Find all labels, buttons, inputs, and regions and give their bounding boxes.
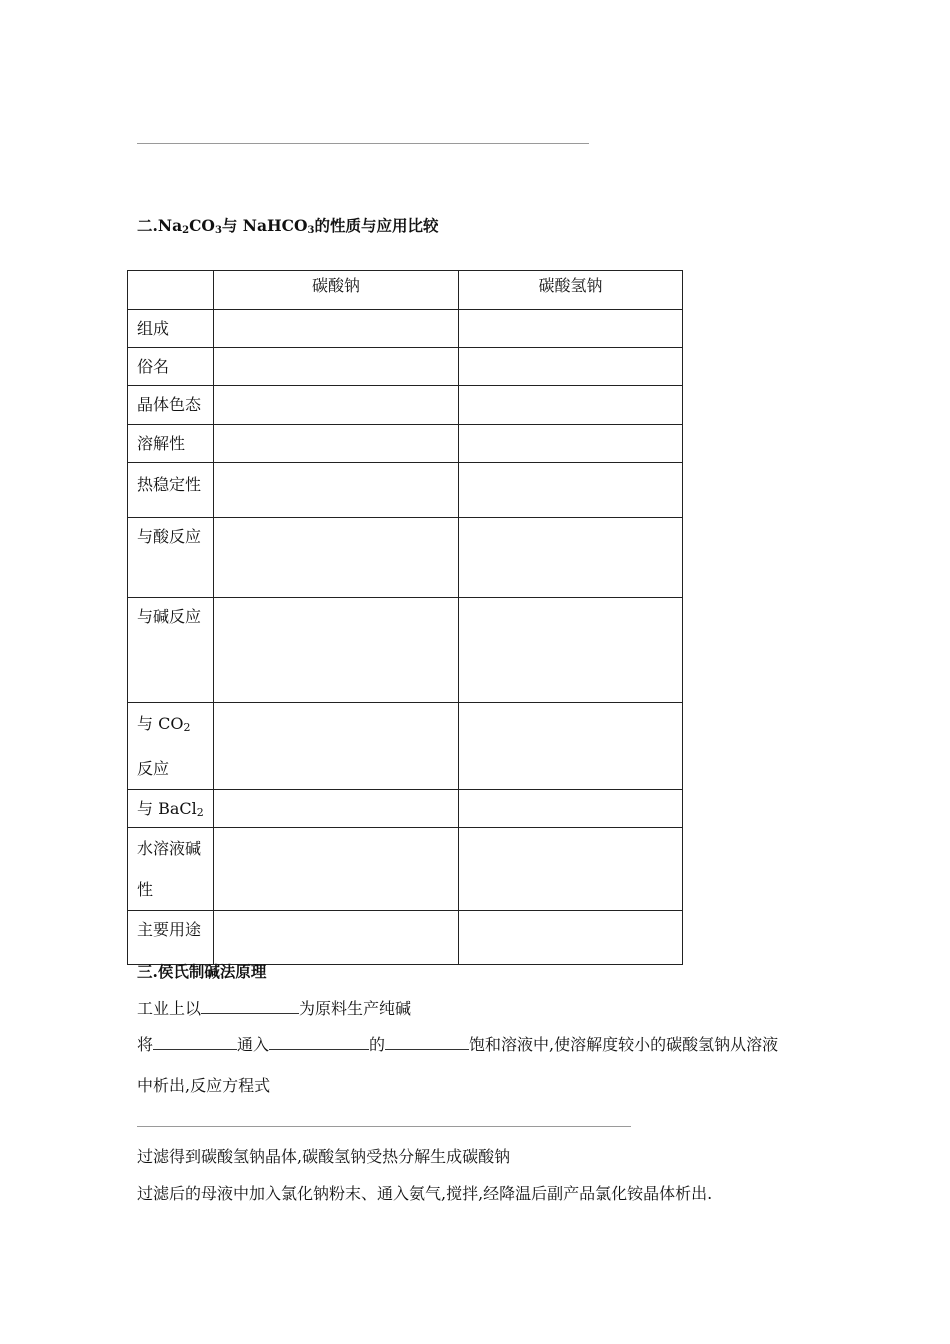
answer-cell[interactable]	[459, 310, 683, 348]
row-label-co2-suffix: 反应	[137, 759, 170, 778]
answer-cell[interactable]	[214, 790, 459, 828]
answer-cell[interactable]	[214, 386, 459, 425]
answer-cell[interactable]	[214, 828, 459, 911]
table-row	[128, 348, 683, 386]
row-label-base-reaction: 与碱反应	[128, 598, 214, 703]
row-label-composition: 组成	[128, 310, 214, 348]
text-segment: 为原料生产纯碱	[299, 999, 412, 1018]
answer-cell[interactable]	[459, 518, 683, 598]
formula-subscript: 3	[307, 225, 315, 236]
table-corner-cell	[128, 271, 214, 310]
row-label-common-name: 俗名	[128, 348, 214, 386]
table-row	[128, 425, 683, 463]
answer-cell[interactable]	[459, 703, 683, 790]
paragraph-filtration: 过滤得到碳酸氢钠晶体,碳酸氢钠受热分解生成碳酸钠	[137, 1147, 511, 1166]
section-3-heading: 三.侯氏制碱法原理	[137, 962, 267, 981]
answer-cell[interactable]	[214, 703, 459, 790]
text-segment: 饱和溶液中,使溶解度较小的碳酸氢钠从溶液	[469, 1035, 779, 1054]
table-row	[128, 703, 683, 790]
fill-blank-raw-materials[interactable]	[201, 999, 299, 1014]
section-2-title-rest: 的性质与应用比较	[314, 216, 439, 235]
formula-na2co3-co: CO	[189, 216, 215, 235]
comparison-table	[127, 270, 683, 965]
text-segment: 将	[137, 1035, 154, 1054]
paragraph-equation-prompt: 中析出,反应方程式	[137, 1076, 271, 1095]
fill-blank-solution[interactable]	[385, 1035, 469, 1050]
text-segment: 通入	[237, 1035, 270, 1054]
fill-blank-gas-1[interactable]	[153, 1035, 237, 1050]
column-header-sodium-carbonate: 碳酸钠	[214, 271, 459, 310]
paragraph-process	[137, 1032, 778, 1055]
column-header-sodium-bicarbonate: 碳酸氢钠	[459, 271, 683, 310]
answer-cell[interactable]	[214, 463, 459, 518]
fill-blank-gas-2[interactable]	[269, 1035, 369, 1050]
table-row	[128, 310, 683, 348]
row-label-solubility: 溶解性	[128, 425, 214, 463]
formula-subscript: 2	[196, 806, 204, 819]
row-label-main-uses: 主要用途	[128, 911, 214, 965]
text-segment: 工业上以	[137, 999, 202, 1018]
table-row	[128, 463, 683, 518]
table-row	[128, 518, 683, 598]
row-label-aqueous-alkalinity: 水溶液碱性	[128, 828, 214, 911]
answer-cell[interactable]	[459, 911, 683, 965]
answer-cell[interactable]	[214, 310, 459, 348]
answer-cell[interactable]	[214, 425, 459, 463]
table-row	[128, 911, 683, 965]
table-row	[128, 598, 683, 703]
paragraph-mother-liquor: 过滤后的母液中加入氯化钠粉末、通入氨气,搅拌,经降温后副产品氯化铵晶体析出.	[137, 1184, 713, 1203]
formula-subscript: 3	[214, 225, 222, 236]
answer-cell[interactable]	[459, 598, 683, 703]
section-2-number: 二.	[137, 216, 158, 235]
answer-cell[interactable]	[459, 790, 683, 828]
table-row	[128, 828, 683, 911]
answer-cell[interactable]	[459, 386, 683, 425]
table-row	[128, 386, 683, 425]
text-segment: 的	[369, 1035, 386, 1054]
formula-subscript: 2	[182, 225, 190, 236]
answer-cell[interactable]	[214, 598, 459, 703]
paragraph-raw-materials	[137, 996, 411, 1019]
table-row	[128, 790, 683, 828]
row-label-co2-prefix: 与 CO	[137, 714, 184, 733]
row-label-thermal-stability: 热稳定性	[128, 463, 214, 518]
answer-cell[interactable]	[459, 348, 683, 386]
answer-line-equation[interactable]	[137, 1126, 631, 1127]
formula-na2co3-na: Na	[157, 216, 183, 235]
answer-cell[interactable]	[459, 463, 683, 518]
row-label-crystal-appearance: 晶体色态	[128, 386, 214, 425]
answer-cell[interactable]	[459, 425, 683, 463]
answer-cell[interactable]	[214, 911, 459, 965]
row-label-bacl2-prefix: 与 BaCl	[137, 799, 197, 818]
answer-cell[interactable]	[459, 828, 683, 911]
formula-nahco3: 与 NaHCO	[221, 216, 308, 235]
answer-cell[interactable]	[214, 348, 459, 386]
answer-line-top	[137, 143, 589, 144]
table-header-row	[128, 271, 683, 310]
row-label-co2-reaction	[128, 703, 214, 790]
row-label-acid-reaction: 与酸反应	[128, 518, 214, 598]
answer-cell[interactable]	[214, 518, 459, 598]
formula-subscript: 2	[183, 721, 191, 734]
section-2-heading	[137, 214, 438, 236]
row-label-bacl2-reaction	[128, 790, 214, 828]
